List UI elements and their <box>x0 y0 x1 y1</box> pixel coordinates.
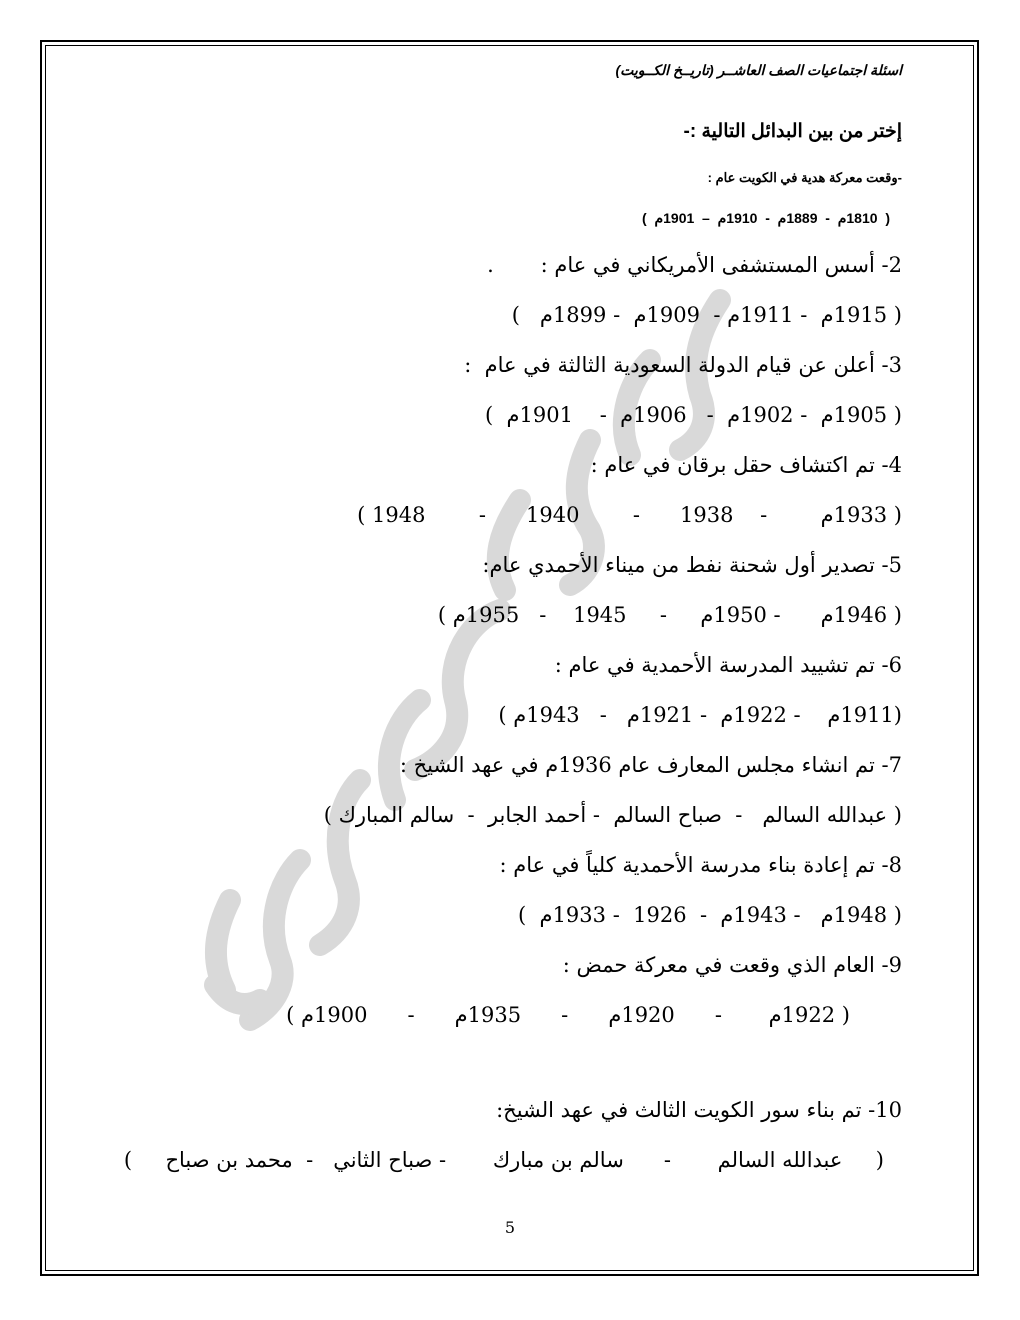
section-title: إختر من بين البدائل التالية :- <box>683 121 902 142</box>
question-2-text: 2- أسس المستشفى الأمريكاني في عام : . <box>487 253 902 277</box>
question-5-text: 5- تصدير أول شحنة نفط من ميناء الأحمدي عام: <box>482 553 902 577</box>
question-8-text: 8- تم إعادة بناء مدرسة الأحمدية كلياً في عام : <box>499 853 902 877</box>
document-header: اسئلة اجتماعيات الصف العاشــر (تاريــخ الكــويت) <box>615 62 902 78</box>
question-3-text: 3- أعلن عن قيام الدولة السعودية الثالثة في عام : <box>464 353 902 377</box>
question-4-text: 4- تم اكتشاف حقل برقان في عام : <box>590 453 902 477</box>
question-4-options: ( 1933م - 1938 - 1940 - 1948 ) <box>357 503 902 527</box>
question-10-text: 10- تم بناء سور الكويت الثالث في عهد الشيخ: <box>496 1098 902 1122</box>
question-7-text: 7- تم انشاء مجلس المعارف عام 1936م في عهد الشيخ : <box>399 753 902 777</box>
page-number: 5 <box>504 1218 516 1237</box>
question-2-options: ( 1915م - 1911م - 1909م - 1899م ) <box>511 303 902 327</box>
question-6-options: (1911م - 1922م - 1921م - 1943م ) <box>498 703 902 727</box>
question-8-options: ( 1948م - 1943م - 1926 - 1933م ) <box>518 903 902 927</box>
question-10-options: ( عبدالله السالم - سالم بن مبارك - صباح الثاني - محمد بن صباح ) <box>123 1148 884 1172</box>
question-6-text: 6- تم تشييد المدرسة الأحمدية في عام : <box>554 653 902 677</box>
question-9-text: 9- العام الذي وقعت في معركة حمض : <box>562 953 902 977</box>
question-7-options: ( عبدالله السالم - صباح السالم - أحمد الجابر - سالم المبارك ) <box>323 803 902 827</box>
question-9-options: ( 1922م - 1920م - 1935م - 1900م ) <box>286 1003 850 1027</box>
question-1-text: -وقعت معركة هدية في الكويت عام : <box>707 170 902 185</box>
question-1-options: ( 1810م - 1889م - 1910م – 1901م ) <box>642 210 890 226</box>
question-3-options: ( 1905م - 1902م - 1906م - 1901م ) <box>485 403 902 427</box>
question-5-options: ( 1946م - 1950م - 1945 - 1955م ) <box>437 603 902 627</box>
